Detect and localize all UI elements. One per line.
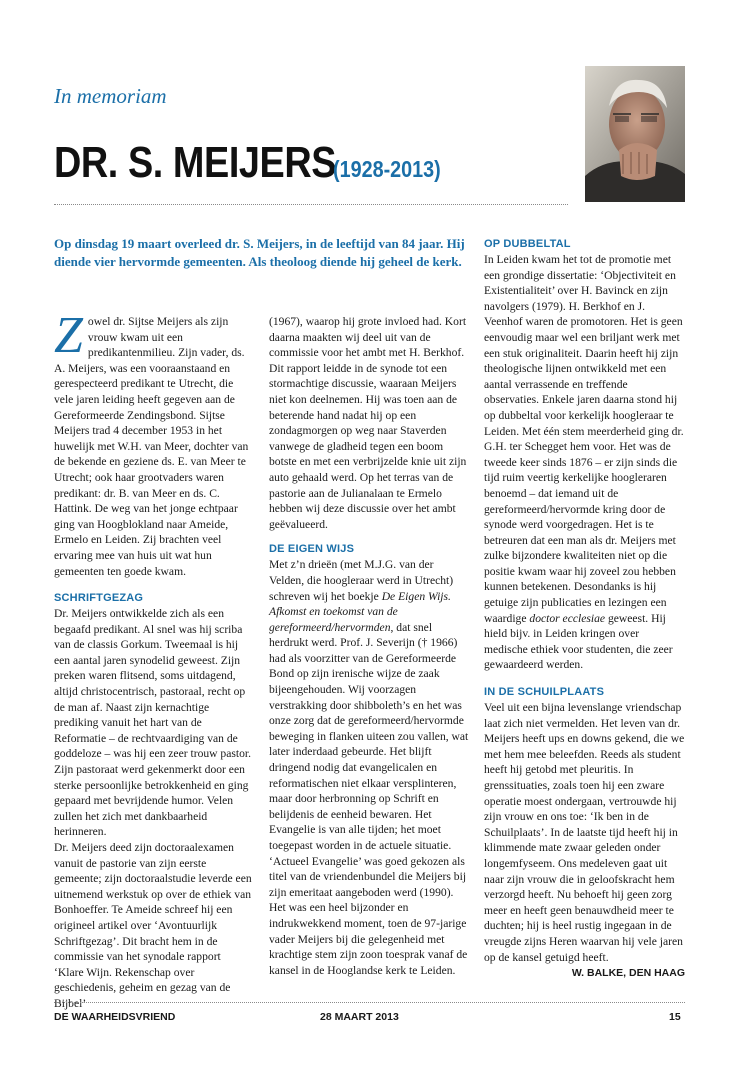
book-title: De Eigen Wijs. Afkomst en toekomst van de gereformeerd/hervormden: [269, 589, 451, 634]
footer-page-number: 15: [669, 1011, 681, 1023]
paragraph-text: Met z’n drieën (met M.J.G. van der Velden, die hoogleraar werd in Utrecht) schreven wij het boekje: [269, 558, 454, 603]
article-column-1: [54, 307, 252, 1012]
latin-term: doctor ecclesiae: [529, 611, 606, 625]
article-column-3: [484, 237, 685, 982]
paragraph: Dr. Meijers ontwikkelde zich als een begaafd predikant. Al snel was hij scriba van de classis Gorkum. Tweemaal is hij een aantal jaren synodelid geweest. Zijn preken waren flitsend, soms uitdagend, altijd christocentrisch, pastoraal, recht op de man af. Naast zijn kernachtige prediking vanuit het hart van de Reformatie – de rechtvaardiging van de goddeloze – was hij een zeer trouw pastor. Zijn pastoraat werd gekenmerkt door een sterke persoonlijke betrokkenheid en ging gepaard met bevrijdende humor. Velen zullen het zich met dankbaarheid herinneren.: [54, 607, 252, 839]
footer-date: 28 MAART 2013: [320, 1011, 399, 1023]
subheading-op-dubbeltal: OP DUBBELTAL: [484, 238, 571, 250]
paragraph: Veel uit een bijna levenslange vriendschap laat zich niet vermelden. Het leven van dr. Meijers heeft ups en downs gekend, die we met hem mee beleefden. Reeds als student heeft hij getobd met pleuritis. In grenssituaties, zoals toen hij een zware operatie moest ondergaan, vertrouwde hij zijn vrouw en ons toe: ‘Ik ben in de Schuilplaats’. In de laatste tijd heeft hij in klimmende mate zwaar geleden onder longemfyseem. Ons medeleven gaat uit naar zijn vrouw die in geloofskracht hem verzorgd heeft. Nu behoeft hij geen zorg meer en heeft geen benauwdheid meer te duchten; hij is heel rustig ingegaan in de vreugde zijns Heren waarvan hij vele jaren op de kansel getuigd heeft.: [484, 701, 685, 964]
lead-paragraph: Op dinsdag 19 maart overleed dr. S. Meijers, in de leeftijd van 84 jaar. Hij diende vier hervormde gemeenten. Als theoloog diende hij geheel de kerk.: [54, 236, 465, 269]
portrait-photo: [585, 66, 685, 202]
subheading-de-eigen-wijs: DE EIGEN WIJS: [269, 543, 355, 556]
paragraph: ‘Actueel Evangelie’ was goed gekozen als titel van de vriendenbundel die Meijers bij zijn emeritaat aangeboden werd (1990). Het was een heel bijzonder en indrukwekkend moment, toen de 97-jarige vader Meijers bij die gelegenheid met krachtige stem zijn zoon toesprak vanaf de kansel in de Hooglandse kerk te Leiden.: [269, 854, 468, 977]
paragraph: (1967), waarop hij grote invloed had. Kort daarna maakten wij deel uit van de commissie voor het ambt met H. Berkhof. Dit rapport leidde in de synode tot een stormachtige discussie, waaraan Meijers niet kon deelnemen. Hij was toen aan de beterende hand nadat hij op een zondagmorgen op weg naar Staverden vanwege de gladheid tegen een boom botste en met een verbrijzelde knie uit zijn auto gehaald werd. Op het terras van de pastorie aan de Julianalaan te Ermelo hebben wij deze discussie over het ambt geëvalueerd.: [269, 315, 467, 531]
headline-name: DR. S. MEIJERS: [54, 138, 337, 187]
bottom-divider: [54, 1002, 685, 1003]
paragraph: Dr. Meijers deed zijn doctoraalexamen vanuit de pastorie van zijn eerste gemeente; zijn doctoraalstudie leverde een uitnemend werkstuk op over de ethiek van Bonhoeffer. Te Ameide schreef hij een origineel artikel over ‘Avontuurlijk Schriftgezag’. Dit bracht hem in de commissie van het synodale rapport ‘Klare Wijn. Rekenschap over geschiedenis, geheim en gezag van de Bijbel’: [54, 841, 252, 1010]
subheading-in-de-schuilplaats: IN DE SCHUILPLAATS: [484, 686, 605, 699]
footer-publication: DE WAARHEIDSVRIEND: [54, 1011, 176, 1023]
paragraph-text: In Leiden kwam het tot de promotie met een grondige dissertatie: ‘Objectiviteit en Existentialiteit’ over H. Bavinck en zijn navolgers (1979). H. Berkhof en J. Veenhof waren de promotoren. Het is geen eenvoudig maar wel een briljant werk met een stuk originaliteit. Daarin heeft hij zijn theologische lijnen ontwikkeld met een aantal verrassende en treffende observaties. Enkele jaren daarna stond hij op dubbeltal voor kerkelijk hoogleraar te Leiden. Met één stem meerderheid ging dr. G.H. ter Schegget hem voor. Het was de tweede keer sinds 1876 – er zijn sinds die tijd ruim veertig kerkelijke hoogleraren benoemd – dat iemand uit de gereformeerd/hervormde kring door de synode werd voorgedragen. Het is te betreuren dat een man als dr. Meijers met zulke bijzondere kwaliteiten niet op die positie kwam waar hij zoveel zou hebben kunnen betekenen. Desondanks is hij getuige zijn publicaties en lezingen een waardige: [484, 253, 684, 625]
paragraph-text: geweest. Hij hield bijv. in Leiden kringen over medische ethiek voor studenten, die zeer gewaardeerd werden.: [484, 611, 673, 672]
paragraph-text: , dat snel herdrukt werd. Prof. J. Severijn († 1966) had als voorzitter van de Gereformeerde Bond op zijn irenische wijze de zaak bijeengehouden. Wij voorzagen verstrakking door shibboleth’s en het was onze zorg dat de gereformeerd/hervormde beweging in flanken uiteen zou vallen, wat later inderdaad gebeurde. Het blijft dringend nodig dat evangelicalen en reformatischen niet elkaar versplinteren, maar door herbronning op Schrift en belijdenis de eenheid bewaren. Het Evangelie is van alle tijden; het moet toegepast worden in de actuele situatie.: [269, 620, 469, 852]
article-headline: [54, 138, 441, 188]
intro-paragraph: [54, 307, 252, 579]
paragraph: [269, 557, 469, 853]
article-column-2: [269, 314, 469, 978]
subheading-schriftgezag: SCHRIFTGEZAG: [54, 592, 144, 605]
drop-cap: Z: [54, 307, 83, 364]
section-kicker: In memoriam: [54, 84, 167, 108]
author-signature: W. BALKE, DEN HAAG: [571, 967, 685, 980]
paragraph: [484, 252, 685, 673]
paragraph-text: owel dr. Sijtse Meijers als zijn vrouw kwam uit een predikantenmilieu. Zijn vader, ds. A. Meijers, was een vooraanstaand en gerespecteerd predikant te Utrecht, die vele jaren leiding heeft gegeven aan de Gereformeerde Zendingsbond. Sijtse Meijers trad 4 december 1953 in het huwelijk met W.H. van Meer, dochter van de bekende en geziene ds. E. van Meer te Utrecht; ook haar grootvaders waren predikant: dr. B. van Meer en ds. C. Hattink. De weg van het jonge echtpaar ging van Hoogblokland naar Ameide, Ermelo en Leiden. Zij brachten veel ervaring mee van huis uit wat hun gemeenten ten goede kwam.: [54, 315, 249, 578]
headline-years: (1928-2013): [333, 156, 441, 182]
top-divider: [54, 204, 568, 205]
